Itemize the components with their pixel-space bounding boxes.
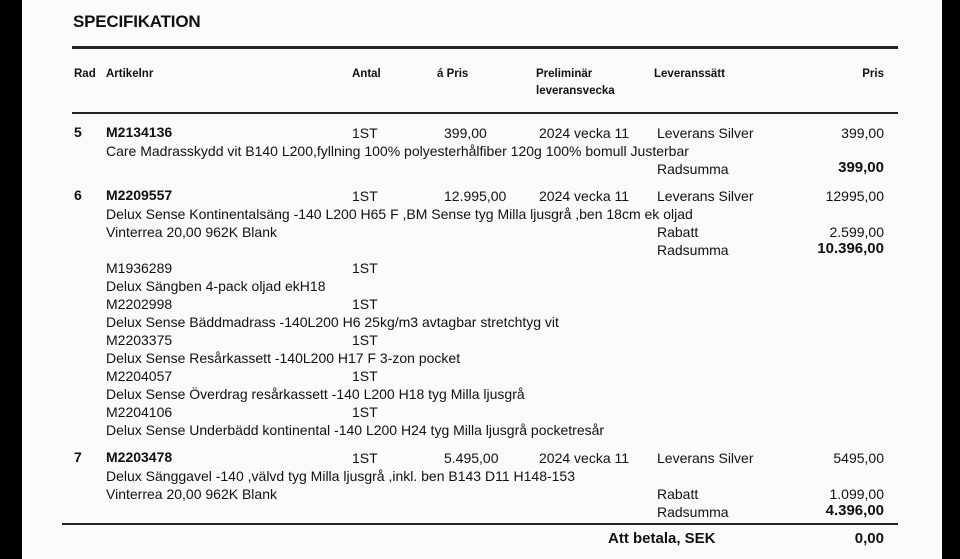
- subitem-description: Delux Sense Överdrag resårkassett -140 L200 H18 tyg Milla ljusgrå: [106, 386, 525, 402]
- header-artikelnr: Artikelnr: [106, 68, 154, 80]
- radsumma-value: 10.396,00: [817, 240, 884, 257]
- delivery-week: 2024 vecka 11: [539, 450, 630, 466]
- rabatt-label: Rabatt: [657, 224, 699, 240]
- quantity: 1ST: [352, 188, 378, 204]
- radsumma-value: 4.396,00: [825, 502, 884, 519]
- radsumma-label: Radsumma: [657, 504, 729, 520]
- subitem-article-number: M2204106: [106, 404, 173, 420]
- delivery-method: Leverans Silver: [657, 188, 754, 204]
- unit-price: 5.495,00: [444, 450, 499, 466]
- article-number: M2134136: [106, 124, 173, 140]
- rabatt-value: 2.599,00: [829, 224, 884, 240]
- item-description: Care Madrasskydd vit B140 L200,fyllning 100% polyesterhålfiber 120g 100% bomull Justerbar: [106, 143, 689, 159]
- total-label: Att betala, SEK: [608, 530, 716, 547]
- header-antal: Antal: [352, 68, 381, 80]
- subitem-quantity: 1ST: [352, 404, 378, 420]
- rabatt-label: Rabatt: [657, 486, 699, 502]
- subitem-article-number: M2204057: [106, 368, 173, 384]
- article-number: M2203478: [106, 449, 173, 465]
- delivery-method: Leverans Silver: [657, 450, 754, 466]
- quantity: 1ST: [352, 125, 378, 141]
- item-description: Delux Sänggavel -140 ,välvd tyg Milla ljusgrå ,inkl. ben B143 D11 H148-153: [106, 468, 576, 484]
- article-number: M2209557: [106, 187, 173, 203]
- subitem-description: Delux Sängben 4-pack oljad ekH18: [106, 278, 326, 294]
- subitem-description: Delux Sense Underbädd kontinental -140 L200 H24 tyg Milla ljusgrå pocketresår: [106, 422, 605, 438]
- top-rule: [72, 46, 898, 49]
- row-number: 7: [74, 449, 82, 465]
- discount-description: Vinterrea 20,00 962K Blank: [106, 486, 277, 502]
- delivery-week: 2024 vecka 11: [539, 188, 630, 204]
- specification-document: [22, 0, 942, 559]
- delivery-method: Leverans Silver: [657, 125, 754, 141]
- radsumma-label: Radsumma: [657, 161, 729, 177]
- item-description: Delux Sense Kontinentalsäng -140 L200 H65 F ,BM Sense tyg Milla ljusgrå ,ben 18cm ek oljad: [106, 206, 693, 222]
- subitem-quantity: 1ST: [352, 260, 378, 276]
- row-number: 5: [74, 124, 82, 140]
- unit-price: 12.995,00: [444, 188, 507, 204]
- subitem-quantity: 1ST: [352, 296, 378, 312]
- total-rule: [62, 523, 898, 525]
- subitem-quantity: 1ST: [352, 368, 378, 384]
- delivery-week: 2024 vecka 11: [539, 125, 630, 141]
- total-amount: 0,00: [854, 530, 884, 547]
- subitem-article-number: M2202998: [106, 296, 173, 312]
- subitem-article-number: M2203375: [106, 332, 173, 348]
- header-leveransvecka: leveransvecka: [536, 85, 615, 97]
- row-number: 6: [74, 187, 82, 203]
- quantity: 1ST: [352, 450, 378, 466]
- line-price: 399,00: [841, 125, 884, 141]
- header-rad: Rad: [74, 68, 96, 80]
- subitem-article-number: M1936289: [106, 260, 173, 276]
- subitem-description: Delux Sense Bäddmadrass -140L200 H6 25kg/m3 avtagbar stretchtyg vit: [106, 314, 559, 330]
- line-price: 5495,00: [833, 450, 884, 466]
- subitem-quantity: 1ST: [352, 332, 378, 348]
- radsumma-value: 399,00: [838, 159, 884, 176]
- header-leveranssatt: Leveranssätt: [654, 68, 725, 80]
- header-rule: [72, 112, 898, 114]
- line-price: 12995,00: [825, 188, 884, 204]
- rabatt-value: 1.099,00: [829, 486, 884, 502]
- page-title: SPECIFIKATION: [73, 12, 201, 31]
- discount-description: Vinterrea 20,00 962K Blank: [106, 224, 277, 240]
- subitem-description: Delux Sense Resårkassett -140L200 H17 F 3-zon pocket: [106, 350, 461, 366]
- unit-price: 399,00: [444, 125, 487, 141]
- radsumma-label: Radsumma: [657, 242, 729, 258]
- header-preliminar: Preliminär: [536, 68, 593, 80]
- header-pris: Pris: [862, 68, 884, 80]
- header-a-pris: á Pris: [437, 68, 469, 80]
